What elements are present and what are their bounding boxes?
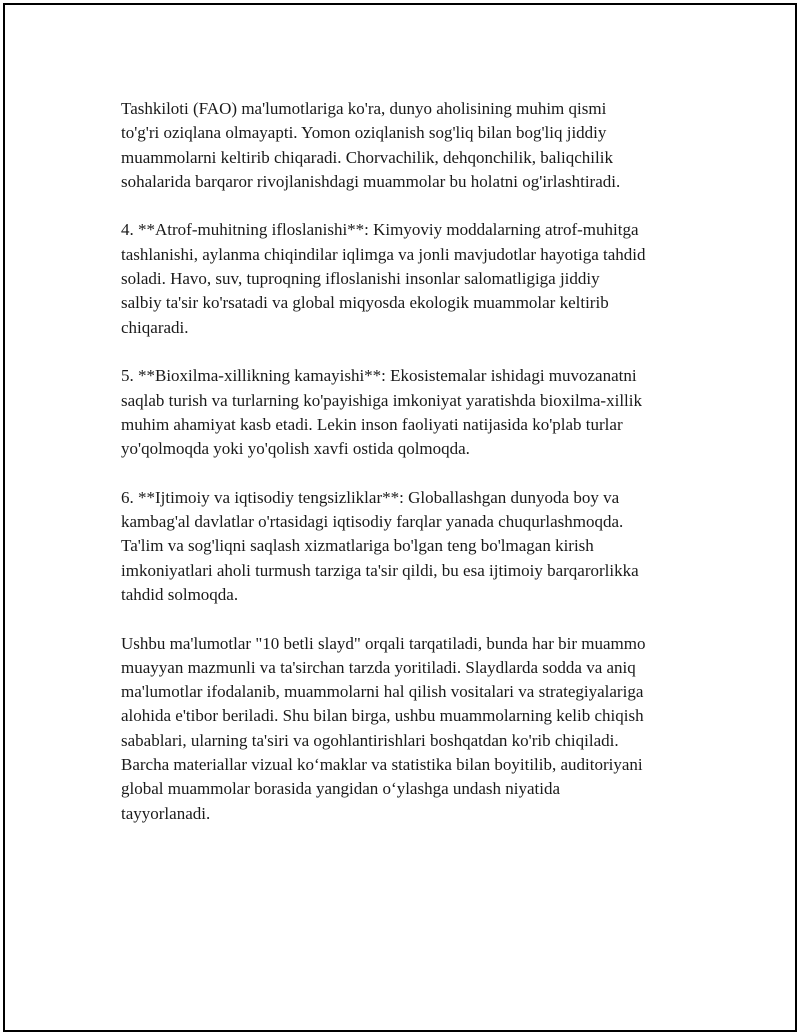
text-line: alohida e'tibor beriladi. Shu bilan birga, ushbu muammolarning kelib chiqish [121, 706, 644, 726]
paragraph-pollution [121, 218, 696, 339]
text-line: salbiy ta'sir ko'rsatadi va global miqyosda ekologik muammolar keltirib [121, 293, 609, 313]
text-line: yo'qolmoqda yoki yo'qolish xavfi ostida qolmoqda. [121, 439, 470, 459]
text-line: chiqaradi. [121, 317, 189, 337]
text-line: 5. **Bioxilma-xillikning kamayishi**: Ekosistemalar ishidagi muvozanatni [121, 366, 637, 386]
text-line: Ushbu ma'lumotlar "10 betli slayd" orqali tarqatiladi, bunda har bir muammo [121, 633, 646, 653]
text-line: sohalarida barqaror rivojlanishdagi muammolar bu holatni og'irlashtiradi. [121, 171, 621, 191]
paragraph-slides-summary [121, 632, 696, 826]
text-line: Tashkiloti (FAO) ma'lumotlariga ko'ra, dunyo aholisining muhim qismi [121, 99, 607, 118]
text-line: imkoniyatlari aholi turmush tarziga ta'sir qildi, bu esa ijtimoiy barqarorlikka [121, 560, 639, 580]
text-line: soladi. Havo, suv, tuproqning ifloslanishi insonlar salomatligiga jiddiy [121, 269, 600, 289]
text-line: tashlanishi, aylanma chiqindilar iqlimga va jonli mavjudotlar hayotiga tahdid [121, 244, 646, 264]
text-line: tahdid solmoqda. [121, 584, 239, 604]
paragraph-inequality [121, 486, 696, 607]
document-page [3, 3, 797, 1032]
document-body [121, 97, 696, 850]
text-line: 6. **Ijtimoiy va iqtisodiy tengsizliklar**: Globallashgan dunyoda boy va [121, 487, 620, 507]
text-line: to'g'ri oziqlana olmayapti. Yomon oziqlanish sog'liq bilan bog'liq jiddiy [121, 123, 607, 143]
text-line: Barcha materiallar vizual ko‘maklar va statistika bilan boyitilib, auditoriyani [121, 755, 643, 775]
text-line: muayyan mazmunli va ta'sirchan tarzda yoritiladi. Slaydlarda sodda va aniq [121, 657, 636, 677]
text-line: sabablari, ularning ta'siri va ogohlantirishlari boshqatdan ko'rib chiqiladi. [121, 730, 619, 750]
paragraph-fao-nutrition [121, 97, 696, 194]
text-line: tayyorlanadi. [121, 803, 211, 823]
text-line: global muammolar borasida yangidan o‘ylashga undash niyatida [121, 779, 561, 799]
text-line: 4. **Atrof-muhitning ifloslanishi**: Kimyoviy moddalarning atrof-muhitga [121, 220, 639, 240]
text-line: ma'lumotlar ifodalanib, muammolarni hal qilish vositalari va strategiyalariga [121, 682, 644, 702]
paragraph-biodiversity [121, 364, 696, 461]
text-line: muhim ahamiyat kasb etadi. Lekin inson faoliyati natijasida ko'plab turlar [121, 414, 623, 434]
text-line: muammolarni keltirib chiqaradi. Chorvachilik, dehqonchilik, baliqchilik [121, 147, 613, 167]
text-line: kambag'al davlatlar o'rtasidagi iqtisodiy farqlar yanada chuqurlashmoqda. [121, 512, 624, 532]
text-line: saqlab turish va turlarning ko'payishiga imkoniyat yaratishda bioxilma-xillik [121, 390, 642, 410]
text-line: Ta'lim va sog'liqni saqlash xizmatlariga bo'lgan teng bo'lmagan kirish [121, 536, 594, 556]
